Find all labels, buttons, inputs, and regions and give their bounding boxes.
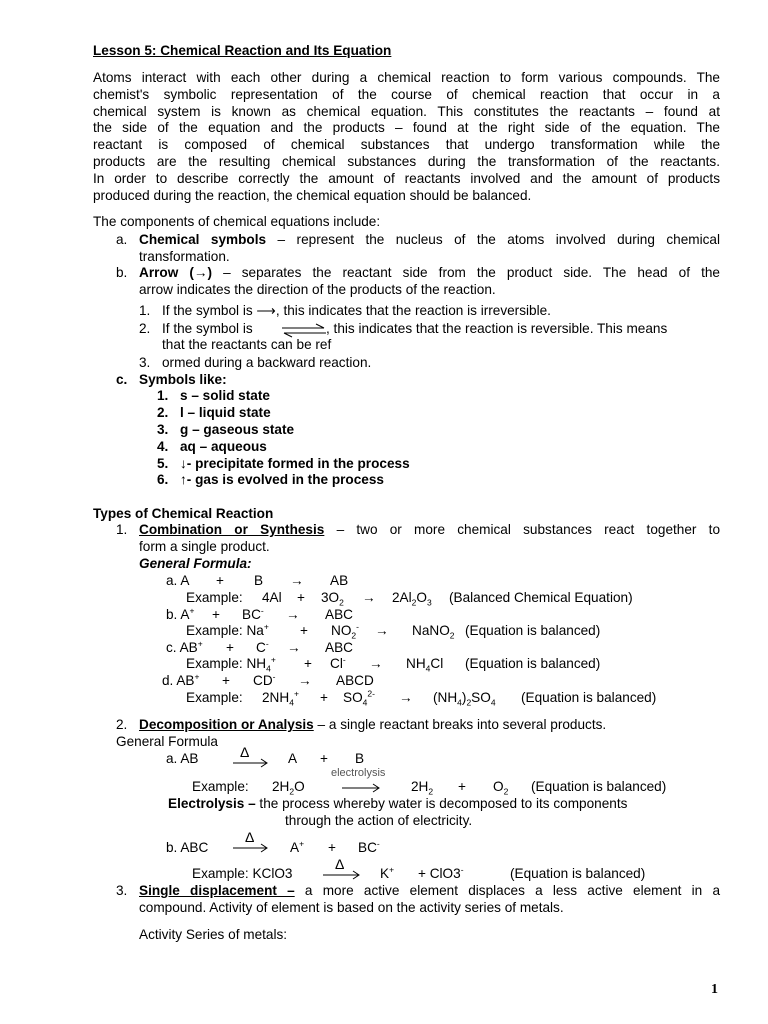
symbol-item: aq – aqueous (180, 439, 267, 454)
electrolysis-label: electrolysis (331, 767, 386, 779)
page-title: Lesson 5: Chemical Reaction and Its Equation (93, 43, 392, 58)
page-number: 1 (711, 982, 718, 997)
intro-line: chemical system is known as chemical equation. This constitutes the reactants – found at (93, 103, 720, 119)
term: Chemical symbols (139, 232, 267, 247)
term: Arrow (→) (139, 265, 212, 280)
arrow-sub-item-cont: , this indicates that the reaction is reversible. This means (326, 321, 668, 336)
intro-line: produced during the reaction, the chemical equation should be balanced. (93, 187, 532, 203)
list-marker: 3. (116, 883, 128, 898)
list-marker: c. (116, 372, 128, 387)
activity-series-heading: Activity Series of metals: (139, 927, 288, 942)
symbol-item: g – gaseous state (180, 422, 295, 437)
arrow-sub-item: ormed during a backward reaction. (162, 355, 372, 370)
list-marker: 3. (139, 355, 151, 370)
intro-line: products are the resulting chemical substances during the transformation of the reactants. (93, 153, 720, 169)
components-heading: The components of chemical equations include: (93, 214, 381, 229)
symbol-item: ↑- gas is evolved in the process (180, 472, 384, 487)
intro-line: reactant is composed of chemical substances that undergo transformation while the (93, 137, 720, 153)
symbol-item-marker: 4. (157, 439, 169, 454)
list-marker: a. (116, 232, 128, 247)
general-formula-label: General Formula (116, 734, 218, 749)
right-arrow-icon (341, 783, 383, 793)
arrow-sub-item: If the symbol is (162, 321, 253, 336)
types-heading: Types of Chemical Reaction (93, 506, 274, 521)
list-marker: b. (116, 265, 128, 280)
list-marker: 2. (139, 321, 151, 336)
term: Single displacement – (139, 883, 295, 898)
term: Decomposition or Analysis (139, 717, 314, 732)
right-arrow-icon (232, 758, 270, 768)
component-chemical-symbols: Chemical symbols – represent the nucleus of the atoms involved during chemical transformation. (139, 232, 720, 264)
combination-definition: Combination or Synthesis – two or more chemical substances react together to form a single product. (139, 522, 721, 554)
general-formula-label: General Formula: (139, 556, 252, 571)
list-marker: 1. (116, 522, 128, 537)
symbol-item-marker: 5. (157, 456, 169, 471)
intro-paragraph (93, 70, 720, 204)
symbol-item-marker: 3. (157, 422, 169, 437)
right-arrow-icon (232, 843, 270, 853)
intro-line: Atoms interact with each other during a chemical reaction to form various compounds. The (93, 70, 720, 85)
intro-line: chemist's symbolic representation of the course of chemical reaction that occur in a (93, 86, 720, 102)
symbol-item: s – solid state (180, 388, 270, 403)
arrow-sub-item-line2: that the reactants can be ref (162, 337, 332, 352)
intro-line: the side of the equation and the products – found at the right side of the equation. The (93, 120, 720, 136)
list-marker: 2. (116, 717, 128, 732)
component-arrow: Arrow (→) – separates the reactant side from the product side. The head of the arrow indicates the direction of the products of the reaction. (139, 265, 720, 297)
delta-symbol: Δ (335, 856, 345, 872)
single-displacement-definition: Single displacement – a more active element displaces a less active element in a compound. Activity of element is based on the activity series of metals. (139, 883, 720, 915)
delta-symbol: Δ (245, 829, 255, 845)
symbols-label: Symbols like: (139, 372, 227, 387)
reversible-arrow-icon (280, 322, 330, 338)
symbol-item: l – liquid state (180, 405, 271, 420)
electrolysis-definition: Electrolysis – the process whereby water is decomposed to its components (168, 796, 628, 811)
term: Combination or Synthesis (139, 522, 325, 537)
list-marker: 1. (139, 303, 151, 318)
right-arrow-icon (322, 870, 362, 880)
symbol-item-marker: 2. (157, 405, 169, 420)
intro-line: In order to describe correctly the amount of reactants involved and the amount of products (93, 170, 720, 186)
electrolysis-definition-line2: through the action of electricity. (285, 813, 473, 828)
symbol-item-marker: 1. (157, 388, 169, 403)
decomposition-definition: Decomposition or Analysis – a single reactant breaks into several products. (139, 717, 607, 732)
delta-symbol: Δ (240, 744, 250, 760)
symbol-item: ↓- precipitate formed in the process (180, 456, 410, 471)
symbol-item-marker: 6. (157, 472, 169, 487)
arrow-sub-item: If the symbol is ⟶, this indicates that the reaction is irreversible. (162, 303, 551, 318)
